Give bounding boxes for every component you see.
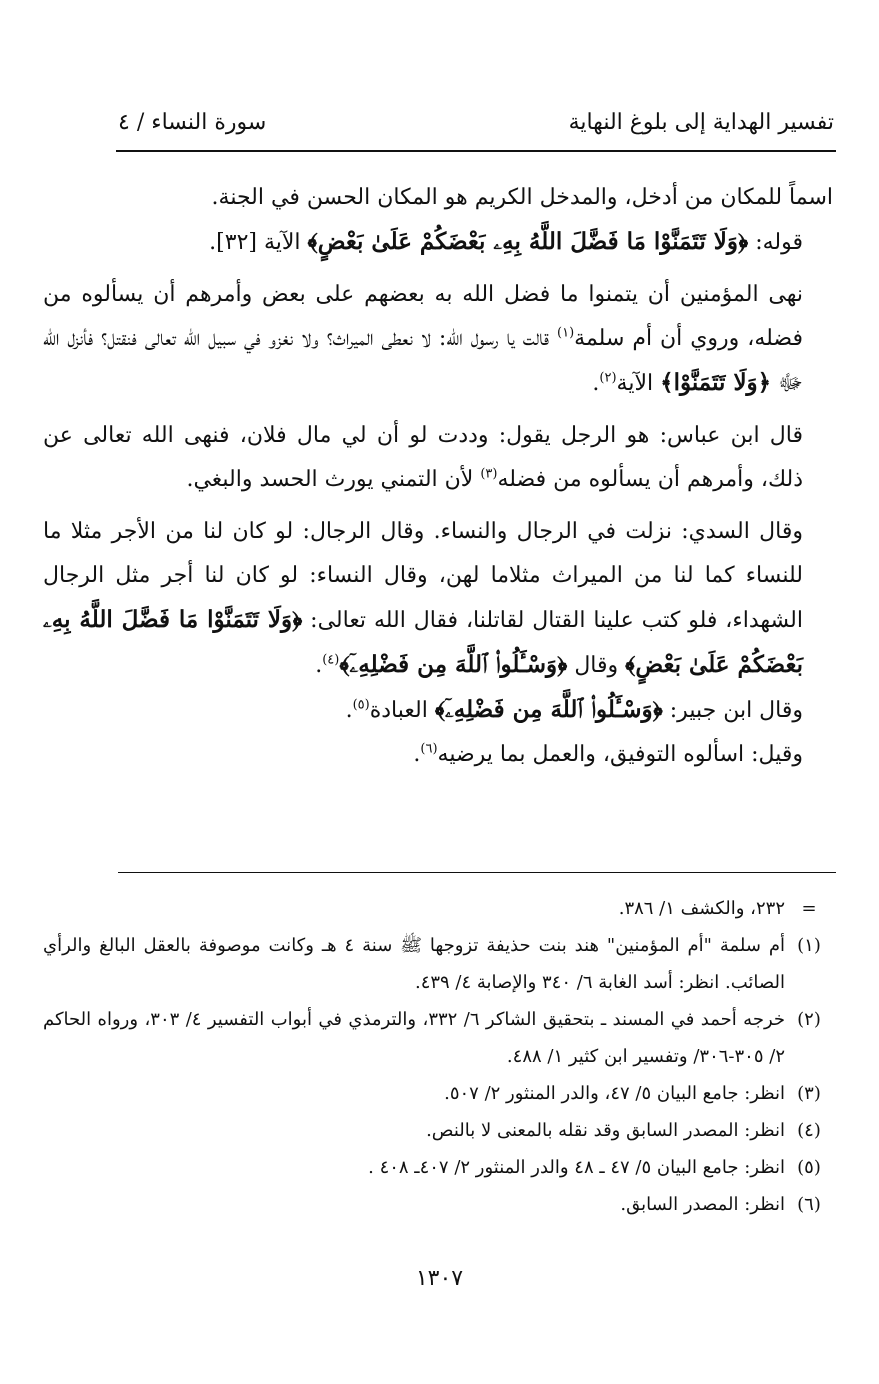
footnote-text: انظر: المصدر السابق وقد نقله بالمعنى لا بالنص. bbox=[426, 1120, 785, 1141]
footnote-reference: (٢) bbox=[599, 370, 617, 386]
paragraph-text: وقال السدي: نزلت في الرجال والنساء. وقال الرجال: لو كان لنا من الأجر مثلا ما للنساء كما لنا من الميراث مثلاما لهن، وقال النساء: لو كان لنا أجر مثل الرجال الشهداء، فلو كتب علينا القتال لقاتلنا، فقال الله تعالى: bbox=[43, 519, 803, 633]
footnote-number: (٥) bbox=[797, 1157, 821, 1178]
paragraph-text: العبادة bbox=[369, 698, 435, 723]
footnote-item bbox=[43, 1112, 833, 1149]
paragraph-text: وقال bbox=[567, 653, 626, 678]
footnotes bbox=[43, 890, 833, 1223]
paragraph-text: . bbox=[345, 698, 353, 723]
footnote-number: (٢) bbox=[797, 1009, 821, 1030]
footnote-divider bbox=[118, 872, 836, 873]
footnote-item bbox=[43, 890, 833, 927]
footnote-item bbox=[43, 1186, 833, 1223]
paragraph bbox=[43, 176, 833, 220]
footnote-item bbox=[43, 927, 833, 1001]
footnote-item bbox=[43, 1001, 833, 1075]
footnote-item bbox=[43, 1075, 833, 1112]
footnote-text: أم سلمة "أم المؤمنين" هند بنت حذيفة تزوجها ﷺ سنة ٤ هـ وكانت موصوفة بالعقل البالغ والرأي الصائب. انظر: أسد الغابة ٦/ ٣٤٠ والإصابة ٤/ ٤٣٩. bbox=[43, 935, 786, 993]
paragraph-text: لأن التمني يورث الحسد والبغي. bbox=[186, 467, 481, 492]
running-header bbox=[118, 110, 834, 146]
paragraph bbox=[43, 220, 833, 265]
paragraph-text: الآية bbox=[616, 371, 661, 396]
header-divider bbox=[116, 150, 836, 152]
paragraph-text: . bbox=[592, 371, 600, 396]
quran-verse: ﴿وَلَا تَتَمَنَّوْا مَا فَضَّلَ اللَّهُ بِهِۦ بَعْضَكُمْ عَلَىٰ بَعْضٍ﴾ bbox=[43, 606, 803, 678]
footnote-reference: (٣) bbox=[480, 466, 498, 482]
footnote-text: خرجه أحمد في المسند ـ بتحقيق الشاكر ٦/ ٣٣٢، والترمذي في أبواب التفسير ٤/ ٣٠٣، ورواه الحاكم ٢/ ٣٠٥-٣٠٦/ وتفسير ابن كثير ١/ ٤٨٨. bbox=[43, 1009, 786, 1067]
quran-verse: ﴿وَلَا تَتَمَنَّوْا﴾ bbox=[660, 369, 772, 396]
paragraph-text: وقيل: اسألوه التوفيق، والعمل بما يرضيه bbox=[437, 742, 803, 767]
page-number: ١٣٠٧ bbox=[415, 1266, 464, 1291]
paragraph bbox=[43, 273, 833, 406]
footnote-reference: (٤) bbox=[322, 652, 340, 668]
paragraph-text: وقال ابن جبير: bbox=[662, 698, 803, 723]
paragraph-text: . bbox=[315, 653, 323, 678]
paragraph-text: قوله: bbox=[748, 230, 803, 255]
footnote-item bbox=[43, 1149, 833, 1186]
footnote-number: (٣) bbox=[797, 1083, 821, 1104]
footnote-number: = bbox=[801, 898, 817, 919]
footnote-text: انظر: جامع البيان ٥/ ٤٧ ـ ٤٨ والدر المنثور ٢/ ٤٠٧ـ ٤٠٨ . bbox=[368, 1157, 785, 1178]
paragraph bbox=[43, 688, 833, 733]
quran-verse: ﴿وَسْـَٔلُوا۟ ٱللَّهَ مِن فَضْلِهِۦٓ﴾ bbox=[339, 651, 568, 678]
paragraph-text: . bbox=[413, 742, 421, 767]
paragraph bbox=[43, 733, 833, 777]
paragraph bbox=[43, 414, 833, 502]
paragraph-text: قالت يا رسول الله: لا نعطى الميراث؟ ولا نغزو في سبيل الله تعالى فنقتل؟ فأنزل الله ﷻ bbox=[43, 326, 803, 396]
paragraph-text: نهى المؤمنين أن يتمنوا ما فضل الله به بعضهم على بعض وأمرهم أن يسألوه من فضله، وروي أن أم سلمة bbox=[43, 282, 803, 351]
footnote-text: ٢٣٢، والكشف ١/ ٣٨٦. bbox=[618, 898, 785, 919]
book-title: تفسير الهداية إلى بلوغ النهاية bbox=[568, 110, 834, 135]
footnote-reference: (٥) bbox=[352, 697, 370, 713]
footnote-number: (٦) bbox=[797, 1194, 821, 1215]
surah-title: سورة النساء / ٤ bbox=[118, 110, 267, 135]
footnote-number: (٤) bbox=[797, 1120, 821, 1141]
paragraph bbox=[43, 510, 833, 688]
footnote-text: انظر: المصدر السابق. bbox=[620, 1194, 785, 1215]
paragraph-text: الآية [٣٢]. bbox=[209, 230, 308, 255]
quran-verse: ﴿وَسْـَٔلُوا۟ ٱللَّهَ مِن فَضْلِهِۦٓ﴾ bbox=[434, 696, 663, 723]
footnote-reference: (٦) bbox=[420, 741, 438, 757]
main-text bbox=[43, 176, 833, 777]
quran-verse: ﴿وَلَا تَتَمَنَّوْا مَا فَضَّلَ اللَّهُ بِهِۦ بَعْضَكُمْ عَلَىٰ بَعْضٍ﴾ bbox=[307, 228, 749, 255]
footnote-reference: (١) bbox=[557, 325, 575, 341]
paragraph-text: قال ابن عباس: هو الرجل يقول: وددت لو أن لي مال فلان، فنهى الله تعالى عن ذلك، وأمرهم أن يسألوه من فضله bbox=[43, 423, 803, 492]
footnote-number: (١) bbox=[797, 935, 821, 956]
paragraph-text: اسماً للمكان من أدخل، والمدخل الكريم هو المكان الحسن في الجنة. bbox=[211, 185, 833, 210]
footnote-text: انظر: جامع البيان ٥/ ٤٧، والدر المنثور ٢/ ٥٠٧. bbox=[444, 1083, 785, 1104]
